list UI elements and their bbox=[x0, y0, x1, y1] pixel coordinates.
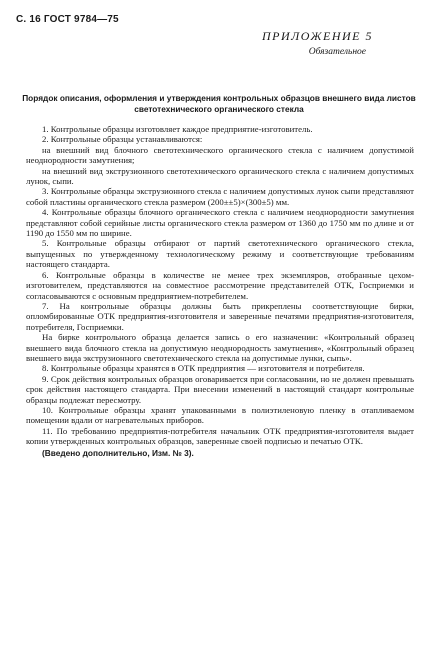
section-heading: Порядок описания, оформления и утверждения контрольных образцов внешнего вида листов светотехнического органического стекла bbox=[22, 93, 416, 114]
paragraph-4: 4. Контрольные образцы блочного органического стекла с наличием неоднородности замутнения представляют собой серийные листы органического стекла размером от 1360 до 1750 мм по длине и от 1190 до 1550 мм по ширине. bbox=[26, 207, 414, 239]
page-number: С. 16 ГОСТ 9784—75 bbox=[16, 14, 119, 25]
paragraph-3: 3. Контрольные образцы экструзионного стекла с наличием допустимых лунок сыпи представляют собой пластины органического стекла размером (200±±5)×(300±5) мм. bbox=[26, 186, 414, 207]
amendment-note: (Введено дополнительно, Изм. № 3). bbox=[42, 447, 194, 458]
paragraph-6: 6. Контрольные образцы в количестве не менее трех экземпляров, отобранные цехом-изготовителем, представляются на совместное рассмотрение представителей ОТК, Госприемки и согласовываются с основным предприятием-потребителем. bbox=[26, 269, 414, 301]
paragraph-1: 1. Контрольные образцы изготовляет каждое предприятие-изготовитель. bbox=[42, 124, 313, 134]
paragraph-5: 5. Контрольные образцы отбирают от партий светотехнического органического стекла, выпущенных по утвержденному технологическому режиму и соответствующие требованиям настоящего стандарта. bbox=[26, 238, 414, 270]
paragraph-9: 9. Срок действия контрольных образцов оговаривается при согласовании, но не должен превышать срок действия настоящего стандарта. При внесении изменений в настоящий стандарт контрольные образцы подлежат пересмотру. bbox=[26, 373, 414, 405]
paragraph-7-note: На бирке контрольного образца делается запись о его назначении: «Контрольный образец внешнего вида блочного стекла на допустимую неоднородность замутнения», «Контрольный образец внешнего вида экструзионного светотехнического стекла на допустимые лунки, сыпь». bbox=[26, 332, 414, 363]
paragraph-2b: на внешний вид экструзионного светотехнического органического стекла с наличием допустимых лунок, сыпи. bbox=[26, 165, 414, 187]
paragraph-10: 10. Контрольные образцы хранят упакованными в полиэтиленовую пленку в отапливаемом помещении вдали от нагревательных приборов. bbox=[26, 404, 414, 426]
document-body bbox=[26, 124, 414, 458]
paragraph-2: 2. Контрольные образцы устанавливаются: bbox=[42, 134, 203, 145]
paragraph-8: 8. Контрольные образцы хранятся в ОТК предприятия — изготовителя и потребителя. bbox=[42, 363, 365, 374]
paragraph-11: 11. По требованию предприятия-потребителя начальник ОТК предприятия-изготовителя выдает копии утвержденных контрольных образцов, заверенные своей подписью и печатью ОТК. bbox=[26, 425, 414, 447]
appendix-status: Обязательное bbox=[308, 47, 366, 57]
appendix-title: ПРИЛОЖЕНИЕ 5 bbox=[262, 29, 373, 43]
paragraph-7: 7. На контрольные образцы должны быть прикреплены соответствующие бирки, опломбированные ОТК предприятия-изготовителя и заверенные печатями предприятия-изготовителя, потребителя, Госприемки. bbox=[26, 300, 414, 332]
paragraph-2a: на внешний вид блочного светотехнического органического стекла с наличием допустимой неоднородности замутнения; bbox=[26, 144, 414, 166]
